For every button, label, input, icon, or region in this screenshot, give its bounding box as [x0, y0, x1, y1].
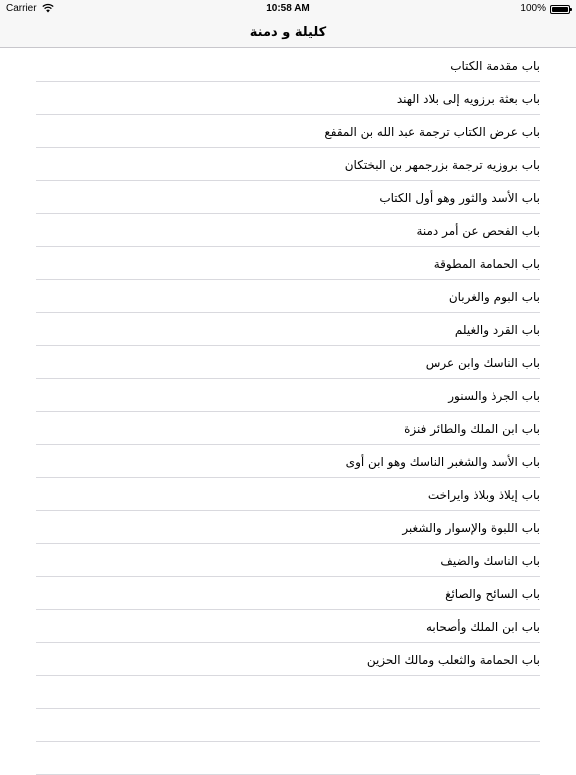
chapter-label: باب ابن الملك وأصحابه	[425, 620, 540, 634]
navigation-bar	[0, 18, 576, 48]
chapter-row[interactable]	[0, 313, 576, 346]
chapter-label: باب بروزيه ترجمة بزرجمهر بن البختكان	[344, 158, 540, 172]
page-title: كليلة و دمنة	[249, 25, 327, 40]
chapter-row[interactable]	[0, 82, 576, 115]
chapter-row[interactable]	[0, 49, 576, 82]
chapter-row[interactable]	[0, 115, 576, 148]
chapter-row[interactable]	[0, 412, 576, 445]
chapter-label: باب الجرذ والسنور	[448, 389, 540, 403]
battery-percent: 100%	[520, 3, 546, 14]
status-time: 10:58 AM	[266, 3, 310, 14]
chapter-row[interactable]	[0, 610, 576, 643]
chapter-label: باب السائح والصائغ	[445, 587, 540, 601]
status-right	[520, 0, 570, 18]
chapter-row[interactable]	[0, 280, 576, 313]
chapter-row[interactable]	[0, 643, 576, 676]
chapter-label: باب الناسك وابن عرس	[425, 356, 540, 370]
carrier-label: Carrier	[6, 3, 37, 14]
chapter-label: باب الحمامة المطوقة	[433, 257, 540, 271]
chapter-row[interactable]	[0, 148, 576, 181]
chapter-row[interactable]	[0, 346, 576, 379]
battery-icon	[550, 5, 570, 14]
chapter-row[interactable]	[0, 214, 576, 247]
empty-row	[0, 676, 576, 709]
chapter-label: باب البوم والغربان	[448, 290, 540, 304]
chapter-row[interactable]	[0, 445, 576, 478]
chapter-label: باب اللبوة والإسوار والشغبر	[402, 521, 540, 535]
battery-fill	[552, 7, 568, 12]
empty-row	[0, 742, 576, 775]
chapter-row[interactable]	[0, 379, 576, 412]
chapter-list[interactable]	[0, 49, 576, 775]
chapter-row[interactable]	[0, 478, 576, 511]
chapter-row[interactable]	[0, 511, 576, 544]
chapter-label: باب إيلاذ وبلاذ وايراخت	[427, 488, 540, 502]
chapter-label: باب ابن الملك والطائر فنزة	[404, 422, 540, 436]
status-bar	[0, 0, 576, 18]
chapter-row[interactable]	[0, 577, 576, 610]
chapter-label: باب عرض الكتاب ترجمة عبد الله بن المقفع	[324, 125, 540, 139]
chapter-label: باب الأسد والثور وهو أول الكتاب	[379, 191, 540, 205]
chapter-label: باب بعثة برزويه إلى بلاد الهند	[396, 92, 540, 106]
chapter-row[interactable]	[0, 544, 576, 577]
chapter-label: باب الحمامة والثعلب ومالك الحزين	[366, 653, 540, 667]
chapter-label: باب القرد والغيلم	[454, 323, 540, 337]
chapter-label: باب الأسد والشغبر الناسك وهو ابن أوى	[345, 455, 540, 469]
chapter-label: باب مقدمة الكتاب	[450, 59, 540, 73]
chapter-row[interactable]	[0, 247, 576, 280]
chapter-label: باب الناسك والضيف	[440, 554, 540, 568]
chapter-row[interactable]	[0, 181, 576, 214]
chapter-label: باب الفحص عن أمر دمنة	[416, 224, 540, 238]
empty-row	[0, 709, 576, 742]
